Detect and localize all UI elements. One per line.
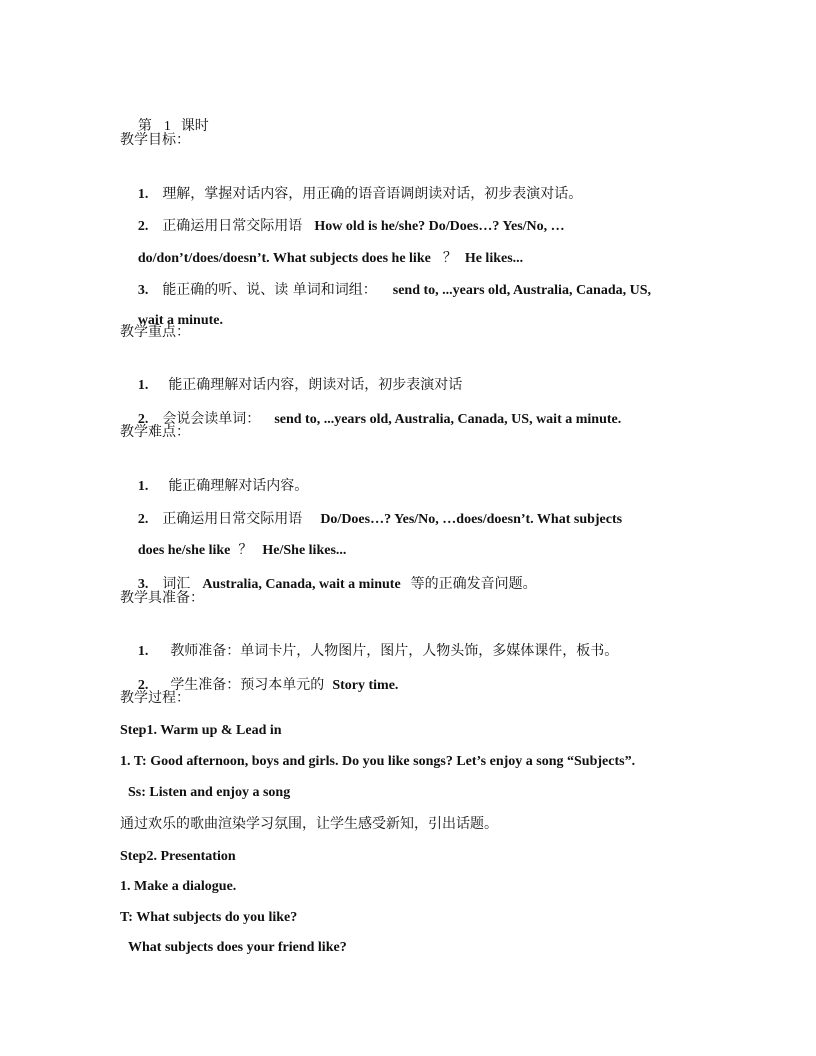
question-mark: ？ [442,250,457,266]
item-english-continued: does he/she like [137,543,231,558]
item-number: 2. [137,219,149,234]
item-text: 能正确理解对话内容，朗读对话，初步表演对话 [168,377,463,393]
item-text-tail: 等的正确发音问题。 [410,576,537,592]
step1-students-line: Ss: Listen and enjoy a song [128,785,291,800]
item-text: 学生准备：预习本单元的 [170,677,325,693]
item-number: 3. [137,283,149,298]
question-mark: ？ [238,542,253,558]
difficulties-heading: 教学难点： [120,424,190,440]
lesson-title-prefix: 第 [137,118,152,134]
item-text: 教师准备：单词卡片，人物图片，图片，人物头饰，多媒体课件，板书。 [170,643,619,659]
item-number: 1. [137,378,149,393]
item-english-text: send to, ...years old, Australia, Canada, US, wait a minute. [274,412,622,427]
item-number: 1. [137,187,149,202]
process-heading: 教学过程： [120,690,190,706]
item-number: 1. [137,479,149,494]
item-text: 正确运用日常交际用语 [162,511,303,527]
item-text: 会说会读单词： [162,411,261,427]
item-english-text: Do/Does…? Yes/No, …does/doesn’t. What subjects [320,512,623,527]
item-english-text: send to, ...years old, Australia, Canada, US, [392,283,652,298]
item-number: 2. [137,412,149,427]
key-point-item-2 [120,389,621,450]
item-text: 能正确的听、说、读 单词和词组： [162,282,377,298]
step1-note: 通过欢乐的歌曲渲染学习氛围，让学生感受新知，引出话题。 [120,816,498,832]
step1-teacher-line: 1. T: Good afternoon, boys and girls. Do you like songs? Let’s enjoy a song “Subjects”. [120,754,636,769]
item-english-text: Australia, Canada, wait a minute [202,577,401,592]
item-english-tail: He/She likes... [262,543,347,558]
item-english-tail: He likes... [464,251,524,266]
item-english-continued: do/don’t/does/doesn’t. What subjects does he like [137,251,431,266]
item-number: 2. [137,512,149,527]
item-text: 理解，掌握对话内容，用正确的语音语调朗读对话，初步表演对话。 [162,186,583,202]
item-number: 3. [137,577,149,592]
item-number: 1. [137,644,149,659]
item-text: 能正确理解对话内容。 [168,478,309,494]
item-text: 词汇 [162,576,191,592]
step1-heading: Step1. Warm up & Lead in [120,723,282,738]
objectives-heading: 教学目标： [120,132,190,148]
lesson-title-suffix: 课时 [180,118,209,134]
item-english-text: How old is he/she? Do/Does…? Yes/No, … [314,219,565,234]
item-number: 2. [137,678,149,693]
step2-question-line: What subjects does your friend like? [128,940,347,955]
item-english-continued: wait a minute. [137,313,223,328]
item-text: 正确运用日常交际用语 [162,218,303,234]
step2-item-1: 1. Make a dialogue. [120,879,237,894]
lesson-number: 1 [163,119,171,134]
key-points-heading: 教学重点： [120,324,190,340]
step2-heading: Step2. Presentation [120,849,236,864]
step2-teacher-line: T: What subjects do you like? [120,910,298,925]
item-english-text: Story time. [332,678,399,693]
prep-heading: 教学具准备： [120,590,204,606]
